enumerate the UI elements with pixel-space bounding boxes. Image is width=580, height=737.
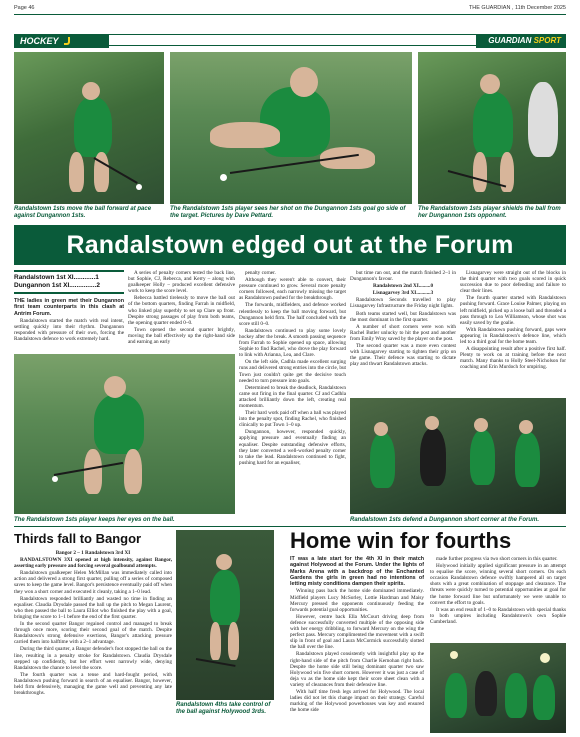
main-col3-p8: Dungannon, however, responded quickly, applying pressure and eventually finding an equaliser. Despite outstanding defensive efforts, they later converted a well-worked penalty corner to take the lead. Randalstown continued to fight, pushing hard for an equaliser,	[239, 429, 346, 466]
photo-top-left	[14, 52, 164, 204]
main-col3-p1: penalty corner.	[245, 270, 276, 276]
main-col2-p2: Rebecca battled tirelessly to move the ball out of the bottom quarters, finding Farrah in midfield, who linked play superbly to set up Clare up front. Despite strong passages of play from both teams, the opening quarter ended 0–0.	[128, 295, 235, 326]
main-headline: Randalstown edged out at the Forum	[14, 225, 566, 265]
photo-fourths	[176, 530, 274, 700]
bangor-headline: Thirds fall to Bangor	[14, 531, 142, 546]
main-col3-p6: Determined to break the deadlock, Randalstown came out firing in the final quarter. CJ and Cadhla attacked brilliantly down the left, creating real momentum.	[239, 384, 346, 409]
result2-line-2: Lisnagarvey 3rd XI...........3	[372, 290, 434, 297]
bangor-story-text	[14, 550, 172, 732]
main-col-1-text	[14, 298, 124, 343]
score-line-1: Randalstown 1st XI............1	[14, 274, 99, 281]
photo-top-center	[170, 52, 412, 204]
main-col3-p4: Randalstown continued to play some lovely hockey after the break. A smooth passing sequence from Farrah to Sophie opened up space, allowing Sophie to find Rachel, who drove the play forward to link with Arianna, Lea, and Clare.	[239, 327, 346, 359]
main-col-3	[239, 270, 346, 514]
fourths-lead: IT was a late start for the 4th XI in their match against Holywood at the Forum. Under the lights of Marks Arena with a backdrop of the Enchanted Gardens the girls in green had no intentions of letting misty conditions dampen their spirits.	[290, 556, 424, 588]
publication-date: THE GUARDIAN , 11th December 2025	[468, 5, 566, 11]
main-lead: THE ladies in green met their Dungannon first team counterparts in this clash at Antrim Forum.	[14, 298, 124, 317]
main-col-4	[350, 270, 456, 394]
fourths-col2-p3: It was an end result of 1–0 to Randalstown with special thanks to both umpires including Randalstown's own Sophie Cumberland.	[430, 606, 566, 625]
fourths-col1-p4: With half time fresh legs arrived for Holywood. The local ladies did not let this change impact on their strategy. Careful marking of the Holywood powerhouses was key and ensured the home side	[290, 688, 424, 714]
main-col5-p3: With Randalstown pushing forward, gaps were appearing in Randalstown's defence line, which led to a third goal for the home team.	[460, 326, 566, 346]
main-col5-p1: Lisnagarvey were straight out of the blocks in the third quarter with two goals scored in quick succession due to poor defending and failure to clear their lines.	[460, 270, 566, 295]
main-col4-p5: The second quarter was a more even contest with Lisnagarvey starting to tighten their grip on the game. Their defence was starting to dictate play and thwart Randalstown attacks.	[350, 343, 456, 368]
page-number: Page 46	[14, 5, 35, 11]
section-label-sport	[476, 34, 566, 48]
main-col2-p1: A series of penalty corners tested the back line, but Sophie, CJ, Rebecca, and Kerry – along with goalkeeper Holly – produced excellent defensive work to keep the score level.	[128, 270, 235, 295]
bangor-result: Bangor 2 – 1 Randalstown 3rd XI	[55, 550, 131, 556]
bangor-p6: The fourth quarter was a tense and hard-fought period, with Randalstown pushing forward in search of an equaliser. Bangor, however, held firm defensively, managing the game well and preventing any late breakthroughs.	[14, 671, 172, 697]
bangor-p4: In the second quarter Bangor regained control and managed to break through once more, scoring their second goal of the match. Despite Randalstown's strong defensive exertions, Bangor's attacking pressure carried them into halftime with a 2–1 advantage.	[14, 621, 172, 646]
main-col3-p7: Their hard work paid off when a ball was played into the penalty spot, finding Rachel, who finished clinically to put Town 1–0 up.	[239, 410, 346, 429]
bangor-p5: During the third quarter, a Bangor defender's foot stopped the ball on the line, resulting in a penalty stroke for Randalstown. Claudia Drysdale stepped up confidently, but her effort went narrowly wide, denying Randalstown the chance to level the score.	[14, 646, 172, 671]
bangor-p3: Randalstown responded brilliantly and wasted no time in finding an equaliser. Claudia Drysdale passed the ball up the pitch to Megan Laurent, who then passed the ball to Laura Elliot who finished the play with a goal, bringing the score to 1–1 before the end of the first quarter.	[14, 595, 172, 620]
result2-line-1: Randalstown 2nd XI.........0	[372, 283, 434, 290]
photo-caption-mid-left: The Randalstown 1sts player keeps her eyes on the ball.	[14, 517, 175, 523]
main-col4-p4: A number of short corners were won with Rachel Butler unlucky to hit the post and another from Emily Wray saved by the player on the post.	[350, 323, 456, 342]
main-col-2	[128, 270, 235, 352]
bangor-p1: RANDALSTOWN 3XI opened at high intensity, against Bangor, asserting early pressure and forcing several goalbound attempts.	[14, 557, 172, 570]
main-col4-p3: Both teams started well, but Randalstown was the most dominant in the first quarter.	[350, 310, 456, 323]
main-col4-p1: but time ran out, and the match finished 2–1 in Dungannon's favour.	[350, 270, 456, 283]
page-header	[14, 4, 566, 14]
photo-caption-mid-right: Randalstown 1sts defend a Dungannon short corner at the Forum.	[350, 517, 540, 523]
section-divider	[14, 526, 566, 527]
photo-caption-3: The Randalstown 1sts player shields the ball from her Dungannon 1sts opponent.	[418, 206, 561, 219]
hockey-stick-icon	[64, 37, 70, 45]
photo-caption-1: Randalstown 1sts move the ball forward at pace against Dungannon 1sts.	[14, 206, 152, 219]
main-col2-p3: Town opened the second quarter brightly, moving the ball effectively up the right-hand side and earning an early	[128, 326, 235, 346]
photo-mid-right	[350, 398, 566, 514]
main-col3-p2: Although they weren't able to convert, their pressure continued to grow. Several more penalty corners followed, each narrowly missing the target as Randalstown pushed for the breakthrough.	[239, 277, 346, 302]
fourths-headline: Home win for fourths	[290, 528, 512, 553]
score-line-2: Dungannon 1st XI...............2	[14, 282, 100, 289]
main-col3-p3: The forwards, midfielders, and defence worked relentlessly to keep the ball moving forward, but Dungannon held firm. The half concluded with the score still 0–0.	[239, 302, 346, 327]
fourths-col1-p3: Randalstown played consistently with insightful play up the right-hand side of the pitch from Charlie Kernohan right back. Despite the home side still being dominant quarter two saw Holywood win five short corners. However it was just a case of deja vu as the home side kept their score sheet clean with a variety of clearances from their defensive line.	[290, 651, 424, 688]
header-rule	[14, 14, 566, 15]
photo-mid-left	[14, 354, 235, 514]
fourths-col1-p1: Winning pass back the home side dominated immediately. Midfield players Lucy McSorley, Lottie Hardman and Maisy Mercury pressed the opponents continuously feeding the forwards potential goal opportunities.	[290, 588, 424, 613]
main-col-1	[14, 270, 124, 343]
fourths-col2-p1: made further progress via two short corners in this quarter.	[436, 556, 558, 562]
photo-caption-2: The Randalstown 1sts player sees her shot on the Dungannon 1sts goal go side of the target. Pictures by Dave Pettard.	[170, 206, 406, 219]
section-left-text: HOCKEY	[20, 36, 59, 46]
main-col3-p5: On the left side, Cadhla made excellent surging runs and delivered strong entries into the circle, but Town just couldn't quite get the decisive touch needed to turn pressure into goals.	[239, 359, 346, 384]
fourths-col2-p2: Holywood initially applied significant pressure in an attempt to equalise the score, winning several short corners. On each occasion Randalstown defence swiftly hampered all on target shots with a great combination of stoppage and clearance. The threats were quickly turned to potential opportunities at goal for the home forward line but unfortunately we were unable to convert the effort to goals.	[430, 563, 566, 606]
score-box	[14, 270, 124, 294]
fourths-col-1	[290, 556, 424, 732]
main-col-5	[460, 270, 566, 394]
fourths-col1-p2: However, centre back Ella McCourt driving deep from defence successfully converted multiple of the opposing side with her energy dribbling, to forward Mercury on the wing the perfect pass. Mercury complimented the movement with a swift slip in front of goal and Laura McCormick successfully slotted the ball over the line.	[290, 613, 424, 651]
main-col5-p2: The fourth quarter started with Randalstown pushing forward. Grace Louise Palmer, playing on left midfield, picked up a loose ball and threaded a pass through to Lea Williamson, whose shot was easily saved by the goalie.	[460, 295, 566, 326]
main-col5-p4: A disappointing result after a positive first half. Plenty to work on at training before the next match. Many thanks to Holly Steel-Nicholson for coaching and Erin Murdoch for umpiring.	[460, 346, 566, 371]
photo-caption-fourths: Randalstown 4ths take control of the ball against Holywood 3rds.	[176, 702, 271, 715]
bangor-p2: Randalstown goalkeeper Helen McMillan was immediately called into action and delivered a strong first quarter, pulling off a series of composed saves to keep the game level. Bangor's persistence eventually paid off when they won a short corner and executed it cleanly, taking a 1–0 lead.	[14, 570, 172, 595]
section-right-text1: GUARDIAN	[488, 36, 532, 45]
main-col4-p2: Randalstown Seconds travelled to play Lisnagarvey Infrastructure the Friday night lights.	[350, 297, 456, 310]
photo-top-right	[418, 52, 566, 204]
main-col1-p1: Randalstown started the match with real intent, settling quickly into their rhythm. Dungannon responded with pressure of their own, forcing the Randalstown defence to work extremely hard.	[14, 317, 124, 343]
section-right-text2: SPORT	[533, 36, 561, 45]
fourths-col-2	[430, 556, 566, 640]
section-label-hockey	[14, 34, 109, 48]
photo-fourths-team	[430, 643, 566, 733]
